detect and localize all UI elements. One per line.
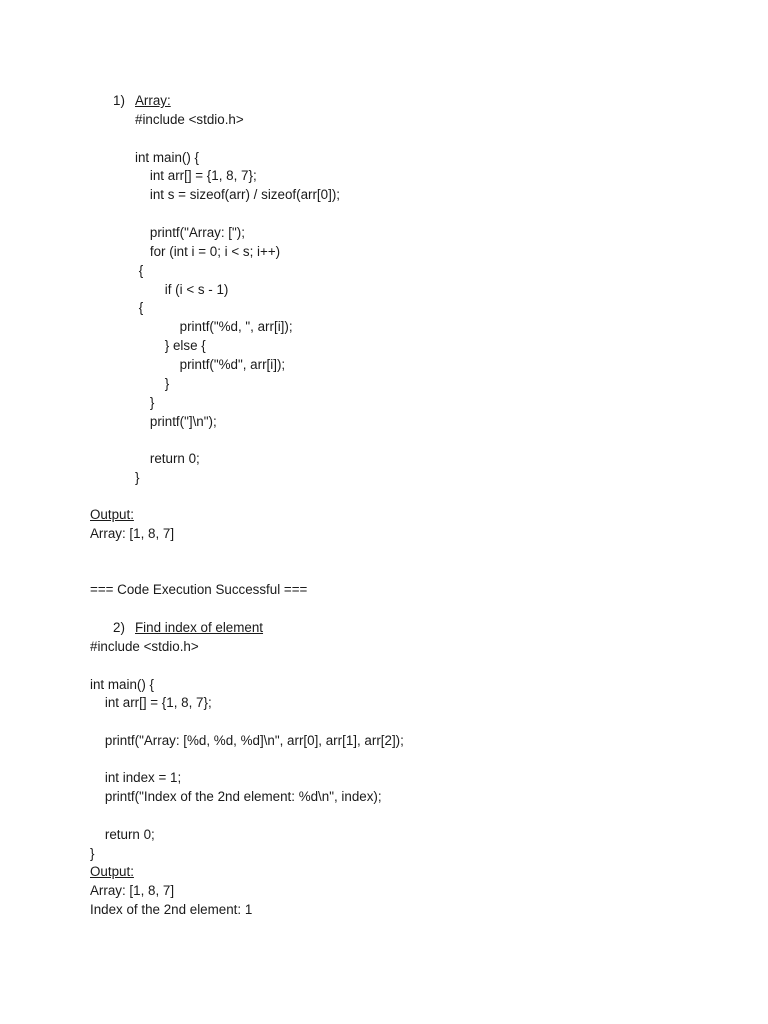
output-label: Output: — [90, 864, 134, 879]
code-line: printf("%d, ", arr[i]); — [135, 319, 293, 334]
code-line: } — [135, 470, 140, 485]
code-line: } — [135, 395, 155, 410]
code-line: int arr[] = {1, 8, 7}; — [90, 695, 212, 710]
code-line: } — [135, 376, 170, 391]
section-1-heading: Array: — [135, 93, 171, 108]
code-line: { — [135, 263, 144, 278]
section-1-number: 1) — [113, 93, 125, 108]
code-line: } else { — [135, 338, 206, 353]
code-line: int s = sizeof(arr) / sizeof(arr[0]); — [135, 187, 340, 202]
code-line: int arr[] = {1, 8, 7}; — [135, 168, 257, 183]
code-line: } — [90, 846, 95, 861]
code-line: int index = 1; — [90, 770, 182, 785]
output-line: Array: [1, 8, 7] — [90, 883, 175, 898]
code-line: printf("Array: ["); — [135, 225, 245, 240]
code-line: return 0; — [135, 451, 200, 466]
code-line: { — [135, 300, 144, 315]
output-line: === Code Execution Successful === — [90, 582, 308, 597]
code-line: int main() { — [90, 677, 154, 692]
code-line: printf("%d", arr[i]); — [135, 357, 286, 372]
output-label: Output: — [90, 507, 134, 522]
code-line: return 0; — [90, 827, 155, 842]
code-line: #include <stdio.h> — [135, 112, 244, 127]
code-line: int main() { — [135, 150, 199, 165]
code-line: if (i < s - 1) — [135, 282, 229, 297]
code-line: for (int i = 0; i < s; i++) — [135, 244, 281, 259]
section-2-number: 2) — [113, 620, 125, 635]
output-line: Array: [1, 8, 7] — [90, 526, 175, 541]
output-line: Index of the 2nd element: 1 — [90, 902, 253, 917]
code-line: #include <stdio.h> — [90, 639, 199, 654]
section-2-heading: Find index of element — [135, 620, 264, 635]
code-line: printf("Array: [%d, %d, %d]\n", arr[0], arr[1], arr[2]); — [90, 733, 404, 748]
code-line: printf("]\n"); — [135, 414, 217, 429]
code-line: printf("Index of the 2nd element: %d\n", index); — [90, 789, 382, 804]
